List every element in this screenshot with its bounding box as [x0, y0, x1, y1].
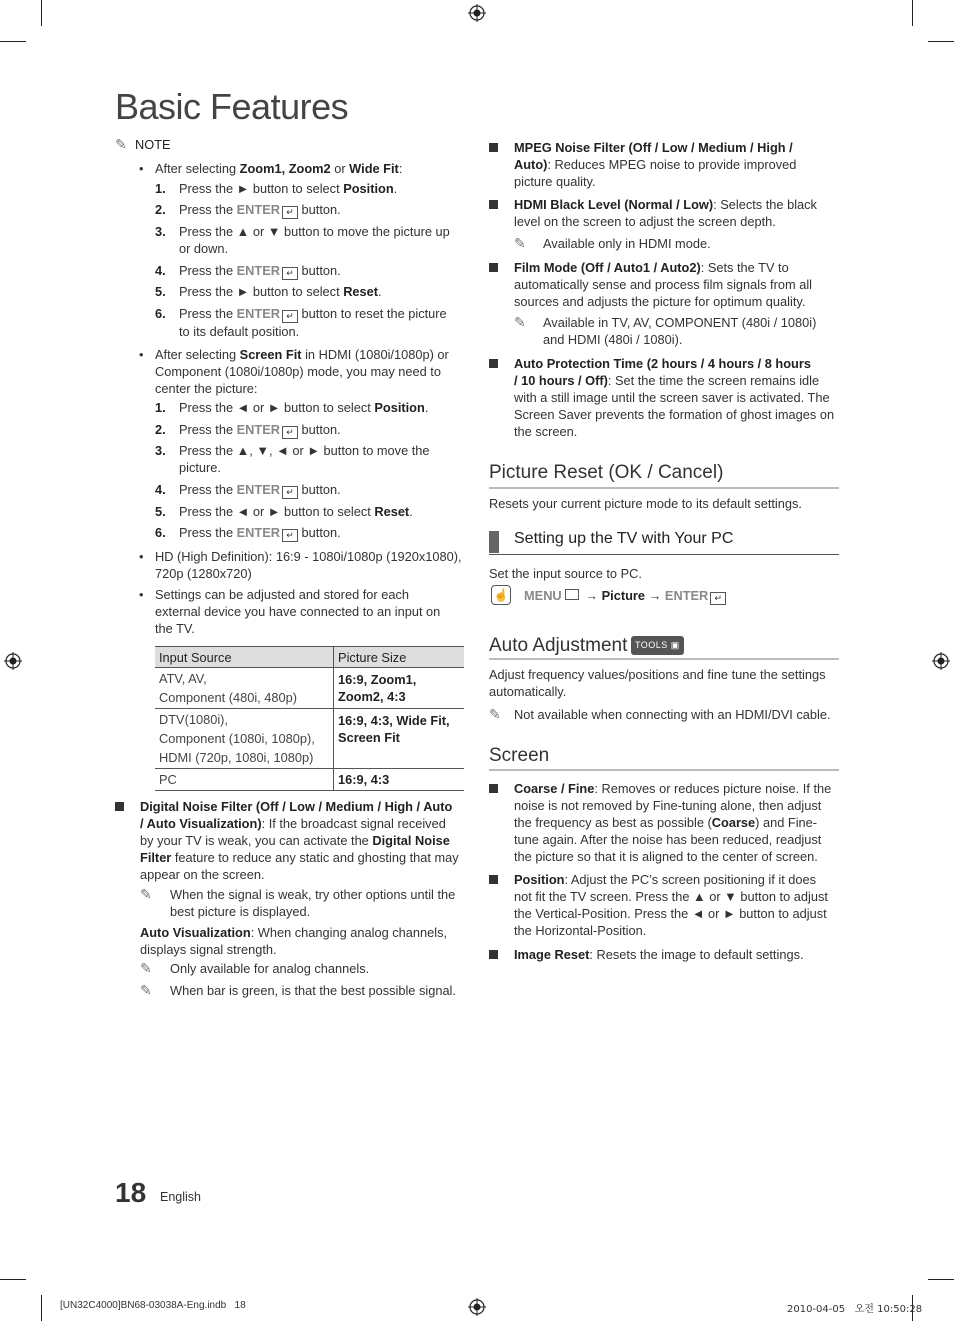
square-bullet-icon [489, 263, 498, 272]
step-item: 5. Press the ► button to select Reset. [155, 284, 382, 299]
crop-mark [928, 1279, 954, 1280]
bullet-icon: • [139, 549, 144, 564]
pencil-icon: ✎ [115, 136, 127, 152]
column-header: Picture Size [334, 647, 464, 668]
square-bullet-icon [489, 143, 498, 152]
enter-icon: ↵ [710, 592, 726, 605]
step-item: 2. Press the ENTER ↵ button. [155, 422, 341, 437]
step-item: 6. Press the ENTER ↵ button to reset the picture to its default position. [155, 306, 447, 339]
crop-mark [928, 41, 954, 42]
section-description: Set the input source to PC. [489, 566, 642, 581]
square-bullet-icon [489, 784, 498, 793]
crop-mark [41, 0, 42, 26]
bullet-icon: • [139, 587, 144, 602]
picture-size-table [155, 646, 464, 791]
tools-badge: TOOLS ▣ [631, 636, 684, 655]
menu-icon [565, 589, 579, 600]
square-bullet-icon [489, 359, 498, 368]
section-description: Adjust frequency values/positions and fine tune the settings automatically. [489, 667, 826, 699]
crop-mark [0, 41, 26, 42]
table-row [155, 668, 464, 709]
registration-mark-icon [932, 652, 950, 670]
step-item: 2. Press the ENTER ↵ button. [155, 202, 341, 217]
column-header: Input Source [155, 647, 334, 668]
pencil-icon: ✎ [140, 960, 152, 976]
bullet-icon: • [139, 161, 144, 176]
step-item: 5. Press the ◄ or ► button to select Reset. [155, 504, 413, 519]
enter-icon: ↵ [282, 529, 298, 542]
pencil-icon: ✎ [514, 235, 526, 251]
enter-icon: ↵ [282, 310, 298, 323]
page-title: Basic Features [115, 86, 349, 127]
section-heading: Picture Reset (OK / Cancel) [489, 462, 724, 483]
page-language: English [160, 1190, 201, 1204]
step-item: 6. Press the ENTER ↵ button. [155, 525, 341, 540]
hand-pointer-icon: ☝ [491, 585, 511, 605]
enter-icon: ↵ [282, 486, 298, 499]
footer-timestamp: 2010-04-05 오전 10:50:28 [787, 1304, 923, 1315]
subsection-bar [489, 531, 499, 553]
enter-icon: ↵ [282, 426, 298, 439]
table-cell: ATV, AV, Component (480i, 480p) [155, 668, 334, 709]
table-cell: DTV(1080i), Component (1080i, 1080p), HDMI (720p, 1080i, 1080p) [155, 709, 334, 769]
section-heading: Auto Adjustment TOOLS ▣ [489, 636, 684, 655]
section-description: Resets your current picture mode to its default settings. [489, 496, 802, 511]
table-cell: 16:9, 4:3 [334, 769, 464, 791]
crop-mark [912, 0, 913, 26]
note-header: ✎ NOTE [115, 136, 171, 152]
registration-mark-icon [468, 4, 486, 22]
subsection-heading: Setting up the TV with Your PC [514, 530, 734, 547]
square-bullet-icon [489, 200, 498, 209]
bullet-icon: • [139, 347, 144, 362]
section-divider [489, 554, 839, 555]
table-cell: 16:9, 4:3, Wide Fit, Screen Fit [334, 709, 464, 769]
step-item: 4. Press the ENTER ↵ button. [155, 482, 341, 497]
step-item: 1. Press the ◄ or ► button to select Position. [155, 400, 429, 415]
crop-mark [0, 1279, 26, 1280]
table-header-row [155, 647, 464, 668]
step-item: 3. Press the ▲ or ▼ button to move the picture up or down. [155, 224, 450, 256]
table-cell: 16:9, Zoom1, Zoom2, 4:3 [334, 668, 464, 709]
pencil-icon: ✎ [489, 706, 501, 722]
footer-file-name: [UN32C4000]BN68-03038A-Eng.indb 18 [60, 1300, 246, 1311]
square-bullet-icon [115, 802, 124, 811]
section-divider [489, 769, 839, 771]
step-item: 1. Press the ► button to select Position. [155, 181, 398, 196]
square-bullet-icon [489, 950, 498, 959]
section-divider [489, 658, 839, 660]
section-heading: Screen [489, 745, 550, 766]
step-item: 3. Press the ▲, ▼, ◄ or ► button to move the picture. [155, 443, 430, 475]
enter-icon: ↵ [282, 267, 298, 280]
registration-mark-icon [4, 652, 22, 670]
crop-mark [41, 1295, 42, 1321]
table-row [155, 709, 464, 769]
registration-mark-icon [468, 1298, 486, 1316]
pencil-icon: ✎ [140, 982, 152, 998]
page-number: 18 [115, 1177, 147, 1208]
table-row [155, 769, 464, 791]
square-bullet-icon [489, 875, 498, 884]
pencil-icon: ✎ [514, 314, 526, 330]
pencil-icon: ✎ [140, 886, 152, 902]
table-cell: PC [155, 769, 334, 791]
enter-icon: ↵ [282, 206, 298, 219]
step-item: 4. Press the ENTER ↵ button. [155, 263, 341, 278]
section-divider [489, 487, 839, 489]
